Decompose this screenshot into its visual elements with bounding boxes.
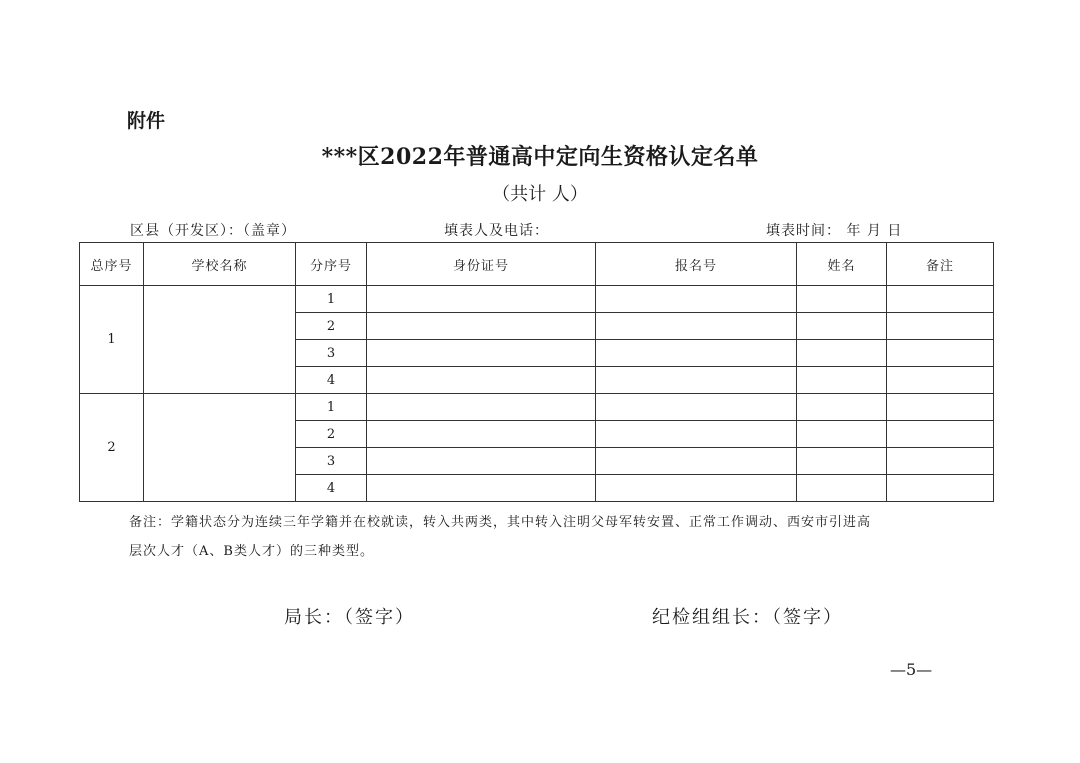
sub-no-cell: 1 — [296, 394, 367, 421]
name-cell — [797, 448, 887, 475]
name-cell — [797, 313, 887, 340]
attachment-label: 附件 — [127, 110, 166, 132]
sub-no-cell: 3 — [296, 448, 367, 475]
remarks-cell — [887, 367, 994, 394]
remarks-cell — [887, 421, 994, 448]
remarks-cell — [887, 313, 994, 340]
id-number-cell — [367, 367, 596, 394]
id-number-cell — [367, 448, 596, 475]
discipline-leader-signature-label: 纪检组组长：（签字） — [652, 607, 843, 628]
id-number-cell — [367, 421, 596, 448]
id-number-cell — [367, 340, 596, 367]
sub-no-cell: 4 — [296, 367, 367, 394]
col-header-id-number: 身份证号 — [367, 243, 596, 286]
filler-phone-label: 填表人及电话： — [444, 223, 549, 239]
document-title: ***区2022年普通高中定向生资格认定名单 — [321, 144, 759, 170]
remark-note-line-1: 备注：学籍状态分为连续三年学籍并在校就读，转入共两类，其中转入注明父母军转安置、正常工作调动、西安市引进高 — [129, 515, 872, 530]
col-header-school: 学校名称 — [144, 243, 296, 286]
id-number-cell — [367, 475, 596, 502]
school-cell — [144, 394, 296, 502]
col-header-total-no: 总序号 — [80, 243, 144, 286]
registration-no-cell — [596, 421, 797, 448]
sub-no-cell: 3 — [296, 340, 367, 367]
remarks-cell — [887, 448, 994, 475]
table-row — [80, 394, 994, 421]
roster-table — [79, 242, 994, 502]
remarks-cell — [887, 394, 994, 421]
sub-no-cell: 1 — [296, 286, 367, 313]
id-number-cell — [367, 313, 596, 340]
fill-date-label: 填表时间： 年 月 日 — [766, 223, 903, 239]
registration-no-cell — [596, 448, 797, 475]
document-subtitle: （共计 人） — [492, 184, 588, 205]
col-header-sub-no: 分序号 — [296, 243, 367, 286]
name-cell — [797, 394, 887, 421]
name-cell — [797, 421, 887, 448]
id-number-cell — [367, 286, 596, 313]
remarks-cell — [887, 475, 994, 502]
registration-no-cell — [596, 286, 797, 313]
total-no-cell: 2 — [80, 394, 144, 502]
registration-no-cell — [596, 394, 797, 421]
remarks-cell — [887, 286, 994, 313]
name-cell — [797, 475, 887, 502]
registration-no-cell — [596, 313, 797, 340]
director-signature-label: 局长：（签字） — [284, 607, 415, 628]
name-cell — [797, 367, 887, 394]
district-stamp-label: 区县（开发区）：（盖章） — [130, 223, 296, 239]
table-row — [80, 286, 994, 313]
remark-note-line-2: 层次人才（A、B类人才）的三种类型。 — [129, 544, 374, 559]
col-header-remarks: 备注 — [887, 243, 994, 286]
remarks-cell — [887, 340, 994, 367]
sub-no-cell: 2 — [296, 421, 367, 448]
sub-no-cell: 2 — [296, 313, 367, 340]
school-cell — [144, 286, 296, 394]
name-cell — [797, 286, 887, 313]
page-number: —5— — [890, 660, 933, 679]
total-no-cell: 1 — [80, 286, 144, 394]
col-header-registration-no: 报名号 — [596, 243, 797, 286]
name-cell — [797, 340, 887, 367]
registration-no-cell — [596, 367, 797, 394]
col-header-name: 姓名 — [797, 243, 887, 286]
sub-no-cell: 4 — [296, 475, 367, 502]
registration-no-cell — [596, 340, 797, 367]
id-number-cell — [367, 394, 596, 421]
table-header-row — [80, 243, 994, 286]
registration-no-cell — [596, 475, 797, 502]
